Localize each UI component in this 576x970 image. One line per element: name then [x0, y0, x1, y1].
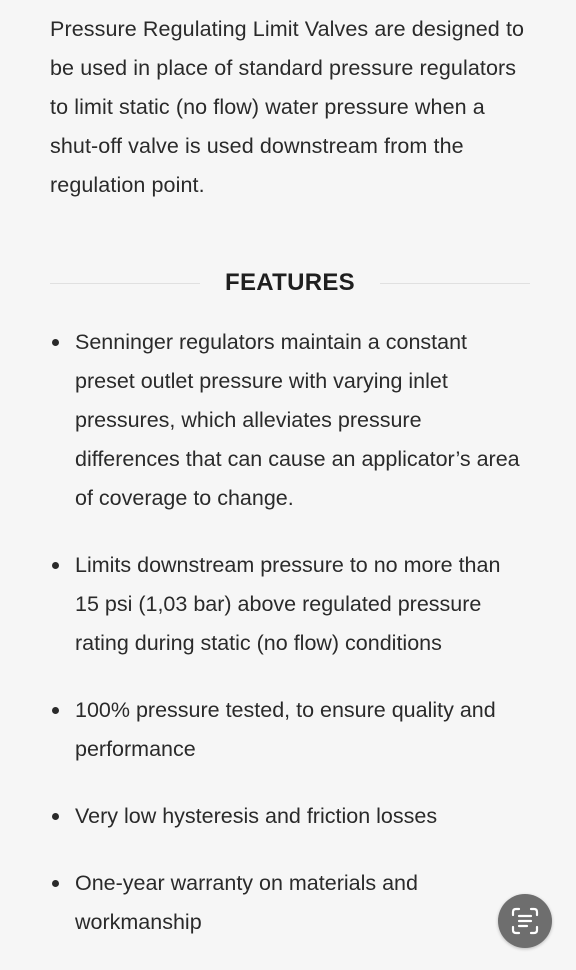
list-item — [50, 864, 530, 942]
feature-text: One-year warranty on materials and workmanship — [75, 871, 418, 934]
list-item — [50, 546, 530, 663]
bullet-icon — [52, 562, 59, 569]
features-header — [50, 263, 530, 303]
list-item — [50, 323, 530, 518]
bullet-icon — [52, 707, 59, 714]
features-list — [50, 323, 530, 942]
page-content — [50, 10, 530, 970]
features-title: FEATURES — [225, 269, 355, 296]
feature-text: 100% pressure tested, to ensure quality and performance — [75, 698, 496, 761]
header-divider-right — [380, 283, 530, 284]
scan-text-icon — [509, 905, 541, 937]
feature-text: Very low hysteresis and friction losses — [75, 804, 438, 828]
header-divider-left — [50, 283, 200, 284]
scan-text-button[interactable] — [498, 894, 552, 948]
list-item — [50, 691, 530, 769]
bullet-icon — [52, 813, 59, 820]
bullet-icon — [52, 339, 59, 346]
feature-text: Limits downstream pressure to no more than 15 psi (1,03 bar) above regulated pressure rating during static (no flow) conditions — [75, 553, 501, 655]
intro-paragraph: Pressure Regulating Limit Valves are designed to be used in place of standard pressure regulators to limit static (no flow) water pressure when a shut-off valve is used downstream from the regulation point. — [50, 17, 525, 197]
bullet-icon — [52, 880, 59, 887]
feature-text: Senninger regulators maintain a constant preset outlet pressure with varying inlet pressures, which alleviates pressure differences that can cause an applicator’s area of coverage to change. — [75, 330, 520, 510]
list-item — [50, 797, 530, 836]
